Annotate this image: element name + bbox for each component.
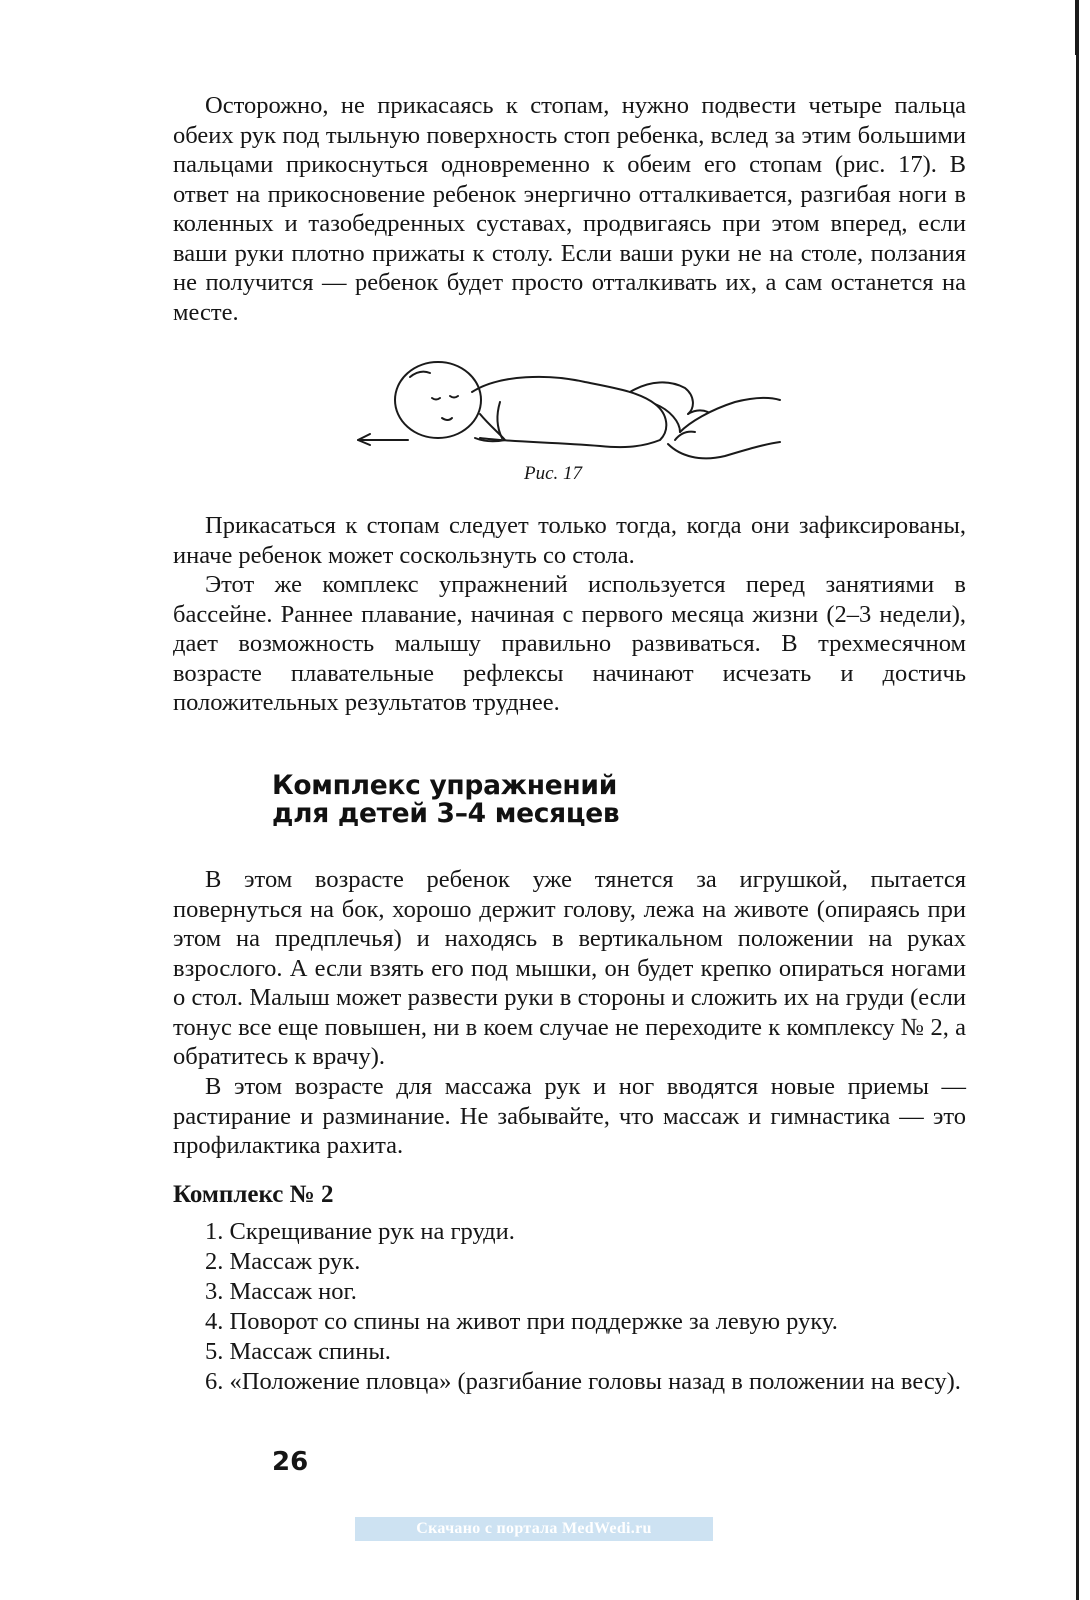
page-edge-line-top <box>1075 0 1079 55</box>
paragraph-age-description: В этом возрасте ребенок уже тянется за игрушкой, пытается повернуться на бок, хорошо держит голову, лежа на животе (опираясь при этом на предплечья) и находясь в вертикальном положении на руках взрослого. А если взять его под мышки, он будет крепко опираться ногами о стол. Малыш может развести руки в стороны и сложить их на груди (если тонус все еще повышен, ни в коем случае не переходите к комплексу № 2, а обратитесь к врачу). <box>173 866 966 1070</box>
adult-hand-lower <box>668 442 780 458</box>
complex-title: Комплекс № 2 <box>173 1181 334 1208</box>
exercise-item: 3. Массаж ног. <box>205 1278 357 1305</box>
figure-baby-crawling <box>350 352 790 472</box>
exercise-item: 6. «Положение пловца» (разгибание головы назад в положении на весу). <box>205 1368 961 1395</box>
exercise-list <box>173 1217 966 1397</box>
section-heading <box>272 772 619 828</box>
section-heading-line-1: Комплекс упражнений <box>272 770 617 801</box>
paragraph-foot-touch: Прикасаться к стопам следует только тогда, когда они зафиксированы, иначе ребенок может соскользнуть со стола. <box>173 512 966 569</box>
watermark-banner[interactable]: Скачано с портала MedWedi.ru <box>355 1517 713 1541</box>
page-edge-line <box>1076 0 1079 1600</box>
exercise-item: 4. Поворот со спины на живот при поддержке за левую руку. <box>205 1308 838 1335</box>
paragraph-swimming: Этот же комплекс упражнений используется перед занятиями в бассейне. Раннее плавание, начиная с первого месяца жизни (2–3 недели), дает возможность малышу правильно развиваться. В трехмесячном возрасте плавательные рефлексы начинают исчезать и достичь положительных результатов труднее. <box>173 571 966 716</box>
exercise-item: 2. Массаж рук. <box>205 1248 361 1275</box>
figure-caption: Рис. 17 <box>524 463 583 484</box>
paragraph-massage: В этом возрасте для массажа рук и ног вводятся новые приемы — растирание и разминание. Не забывайте, что массаж и гимнастика — это профилактика рахита. <box>173 1073 966 1159</box>
paragraph-crawling-instructions: Осторожно, не прикасаясь к стопам, нужно подвести четыре пальца обеих рук под тыльную поверхность стоп ребенка, вслед за этим большими пальцами прикоснуться одновременно к обеим его стопам (рис. 17). В ответ на прикосновение ребенок энергично отталкивается, разгибая ноги в коленных и тазобедренных суставах, продвигаясь при этом вперед, если ваши руки плотно прижаты к столу. Если ваши руки не на столе, ползания не получится — ребенок будет просто отталкивать их, а сам останется на месте. <box>173 92 966 326</box>
adult-hand-upper <box>680 398 780 432</box>
exercise-item: 1. Скрещивание рук на груди. <box>205 1218 515 1245</box>
page-number: 26 <box>272 1447 309 1477</box>
exercise-item: 5. Массаж спины. <box>205 1338 391 1365</box>
section-heading-line-2: для детей 3–4 месяцев <box>272 798 620 829</box>
